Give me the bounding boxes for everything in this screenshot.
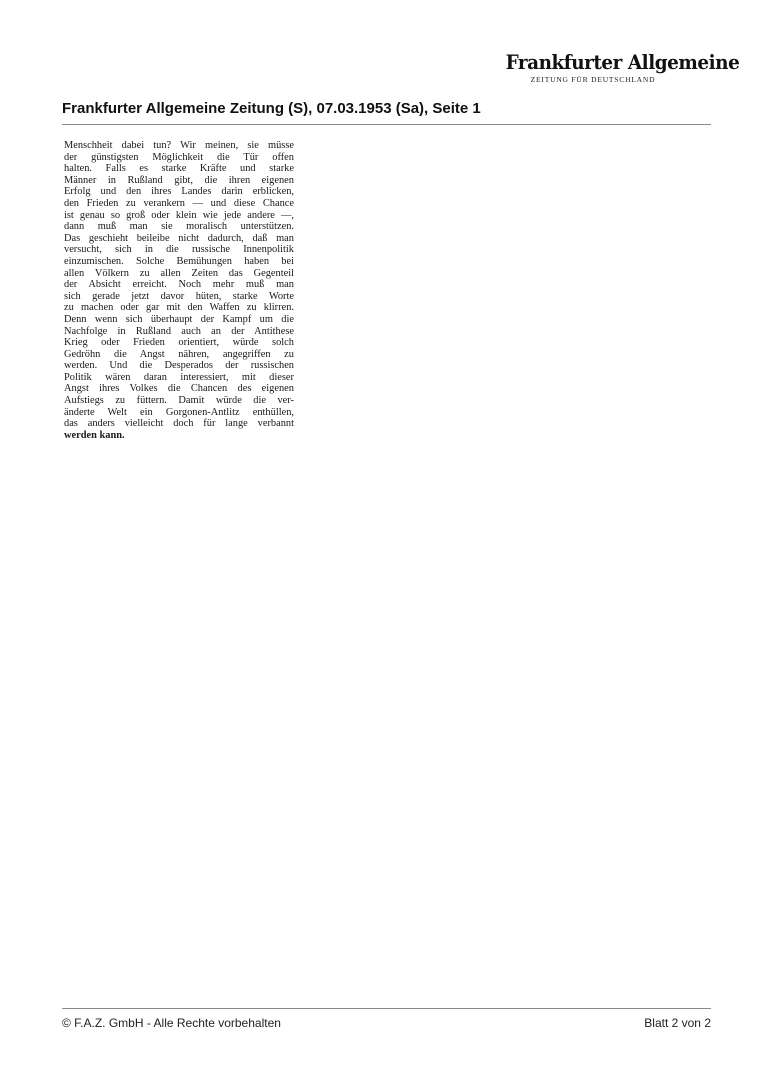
article-line: einzumischen. Solche Bemühungen haben bei [64,255,294,267]
article-line: werden. Und die Desperados der russischen [64,360,294,372]
article-line: der Absicht erreicht. Noch mehr muß man [64,279,294,291]
article-line: ist genau so groß oder klein wie jede andere —, [64,209,294,221]
article-line: das anders vielleicht doch für lange verbannt [64,418,294,430]
article-line: sich gerade jetzt davor hüten, starke Worte [64,290,294,302]
newspaper-logo [498,50,740,84]
article-line: allen Völkern zu allen Zeiten das Gegenteil [64,267,294,279]
article-line: der günstigsten Möglichkeit die Tür offen [64,151,294,163]
article-line: Angst ihres Volkes die Chancen des eigenen [64,383,294,395]
header-divider [62,124,711,125]
article-line: Gedröhn die Angst nähren, angegriffen zu [64,348,294,360]
logo-tagline: ZEITUNG FÜR DEUTSCHLAND [530,75,656,84]
article-line: versucht, sich in die russische Innenpolitik [64,244,294,256]
article-line: Erfolg und den ihres Landes darin erblicken, [64,186,294,198]
article-line: Das geschieht beileibe nicht dadurch, daß man [64,232,294,244]
article-line: zu machen oder gar mit den Waffen zu klirren. [64,302,294,314]
logo-wordmark: Frankfurter Allgemeine [505,50,740,74]
article-line: halten. Falls es starke Kräfte und starke [64,163,294,175]
article-line: Menschheit dabei tun? Wir meinen, sie müsse [64,140,294,151]
article-line: dann muß man sie moralisch unterstützen. [64,221,294,233]
article-line: den Frieden zu verankern — und diese Chance [64,197,294,209]
article-text [64,140,294,441]
article-line: Denn wenn sich überhaupt der Kampf um die [64,313,294,325]
footer-divider [62,1008,711,1009]
document-title: Frankfurter Allgemeine Zeitung (S), 07.03.1953 (Sa), Seite 1 [62,100,481,117]
article-line: Nachfolge in Rußland auch an der Antithese [64,325,294,337]
article-line: Krieg oder Frieden orientiert, würde solch [64,337,294,349]
article-line: werden kann. [64,429,125,441]
page-indicator: Blatt 2 von 2 [644,1016,711,1030]
article-line: Politik wären daran interessiert, mit dieser [64,371,294,383]
article-line: Männer in Rußland gibt, die ihren eigenen [64,174,294,186]
article-line: Aufstiegs zu füttern. Damit würde die ver- [64,395,294,407]
article-line: änderte Welt ein Gorgonen-Antlitz enthüllen, [64,406,294,418]
copyright-notice: © F.A.Z. GmbH - Alle Rechte vorbehalten [62,1016,281,1030]
